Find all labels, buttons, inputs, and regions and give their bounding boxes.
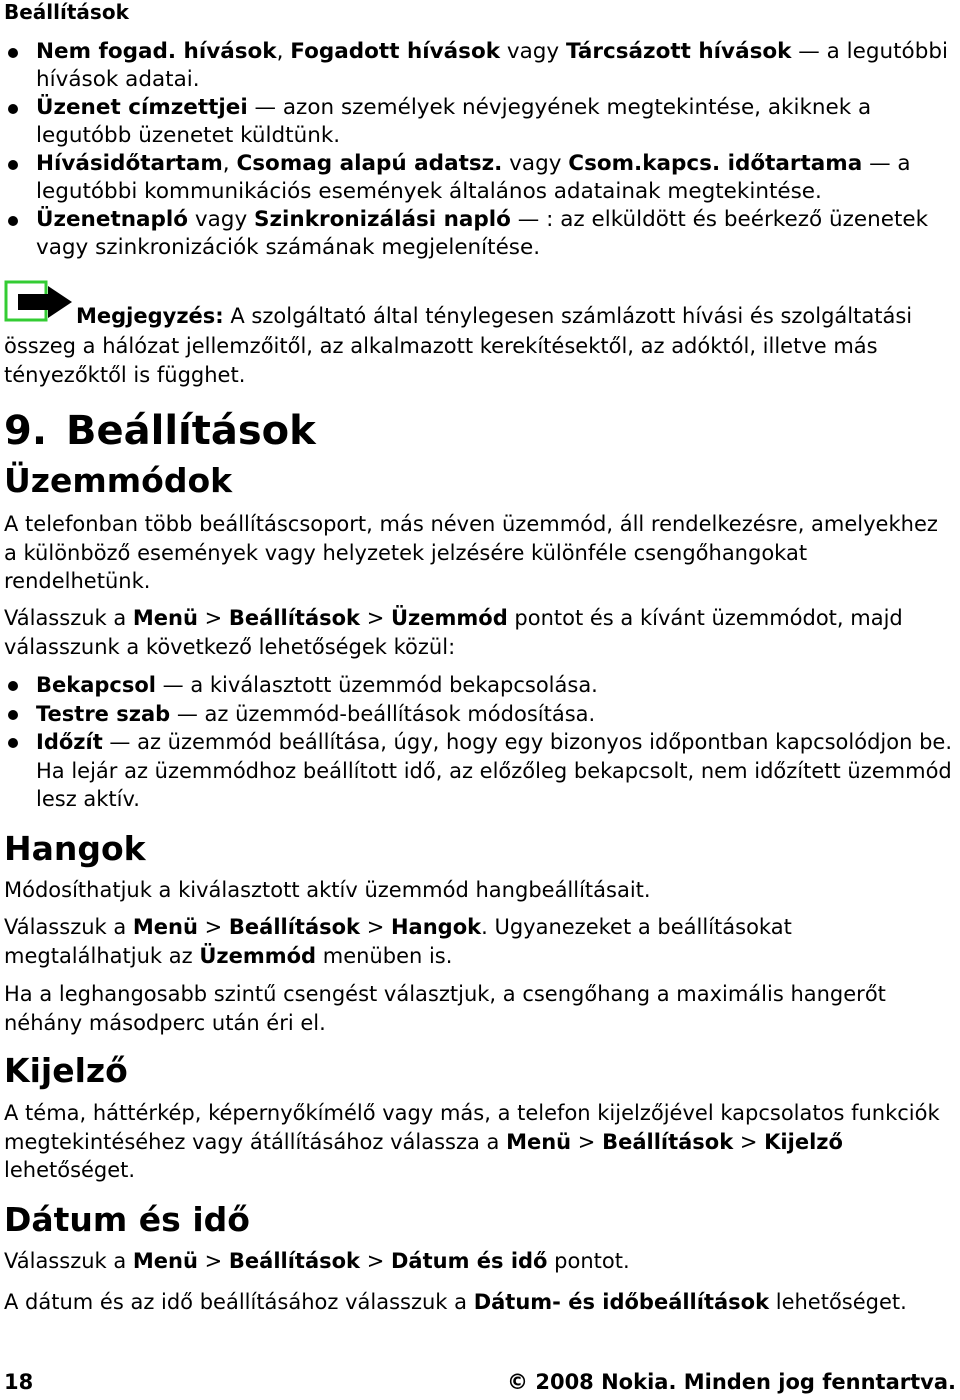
list-item: Hívásidőtartam, Csomag alapú adatsz. vagy Csom.kapcs. időtartama — a legutóbbi kommunikációs események általános adatainak megtekintése. bbox=[0, 150, 960, 206]
copyright: © 2008 Nokia. Minden jog fenntartva. bbox=[507, 1370, 956, 1394]
list-item: Testre szab — az üzemmód-beállítások módosítása. bbox=[0, 700, 960, 729]
note-arrow-icon bbox=[4, 280, 74, 324]
bullet-icon bbox=[8, 738, 18, 748]
chapter-title: 9. Beállítások bbox=[4, 408, 316, 454]
bullet-icon bbox=[8, 160, 18, 170]
bullet-icon bbox=[8, 710, 18, 720]
paragraph: Ha a leghangosabb szintű csengést választjuk, a csengőhang a maximális hangerőt néhány másodperc után éri el. bbox=[4, 982, 886, 1035]
page-number: 18 bbox=[4, 1370, 34, 1394]
section-title-kijelzo: Kijelző bbox=[4, 1051, 128, 1090]
running-header: Beállítások bbox=[4, 0, 129, 24]
note-text: Megjegyzés: A szolgáltató által ténylegesen számlázott hívási és szolgáltatási összeg a hálózat jellemzőitől, az alkalmazott kerekítésektől, az adóktól, illetve más tényezőktől is függhet. bbox=[4, 304, 913, 387]
paragraph: A telefonban több beállításcsoport, más néven üzemmód, áll rendelkezésre, amelyekhez a különböző események vagy helyzetek jelzésére különféle csengőhangokat rendelhetünk. bbox=[4, 512, 938, 593]
call-log-options-list bbox=[0, 38, 960, 262]
bullet-icon bbox=[8, 216, 18, 226]
paragraph: Válasszuk a Menü > Beállítások > Üzemmód pontot és a kívánt üzemmódot, majd válasszunk a következő lehetőségek közül: bbox=[4, 606, 903, 659]
bullet-icon bbox=[8, 48, 18, 58]
note-block bbox=[4, 302, 956, 391]
list-item: Nem fogad. hívások, Fogadott hívások vagy Tárcsázott hívások — a legutóbbi hívások adatai. bbox=[0, 38, 960, 94]
bullet-icon bbox=[8, 681, 18, 691]
paragraph: A téma, háttérkép, képernyőkímélő vagy más, a telefon kijelzőjével kapcsolatos funkciók megtekintéséhez vagy átállításához válassza a Menü > Beállítások > Kijelző lehetőséget. bbox=[4, 1101, 940, 1182]
bullet-icon bbox=[8, 104, 18, 114]
section-title-hangok: Hangok bbox=[4, 829, 146, 868]
profile-options-list bbox=[0, 671, 960, 814]
section-title-datum: Dátum és idő bbox=[4, 1200, 250, 1239]
paragraph: A dátum és az idő beállításához válasszuk a Dátum- és időbeállítások lehetőséget. bbox=[4, 1290, 907, 1314]
list-item: Üzenetnapló vagy Szinkronizálási napló — : az elküldött és beérkező üzenetek vagy szinkronizációk számának megjelenítése. bbox=[0, 206, 960, 262]
list-item: Üzenet címzettjei — azon személyek névjegyének megtekintése, akiknek a legutóbb üzenetet küldtünk. bbox=[0, 94, 960, 150]
list-item: Bekapcsol — a kiválasztott üzemmód bekapcsolása. bbox=[0, 671, 960, 700]
list-item: Időzít — az üzemmód beállítása, úgy, hogy egy bizonyos időpontban kapcsolódjon be. Ha lejár az üzemmódhoz beállított idő, az előzőleg bekapcsolt, nem időzített üzemmód lesz aktív. bbox=[0, 728, 960, 814]
paragraph: Válasszuk a Menü > Beállítások > Dátum és idő pontot. bbox=[4, 1249, 630, 1273]
section-title-uzemmodok: Üzemmódok bbox=[4, 461, 233, 500]
paragraph: Válasszuk a Menü > Beállítások > Hangok. Ugyanezeket a beállításokat megtalálhatjuk az Üzemmód menüben is. bbox=[4, 915, 792, 968]
paragraph: Módosíthatjuk a kiválasztott aktív üzemmód hangbeállításait. bbox=[4, 878, 651, 902]
